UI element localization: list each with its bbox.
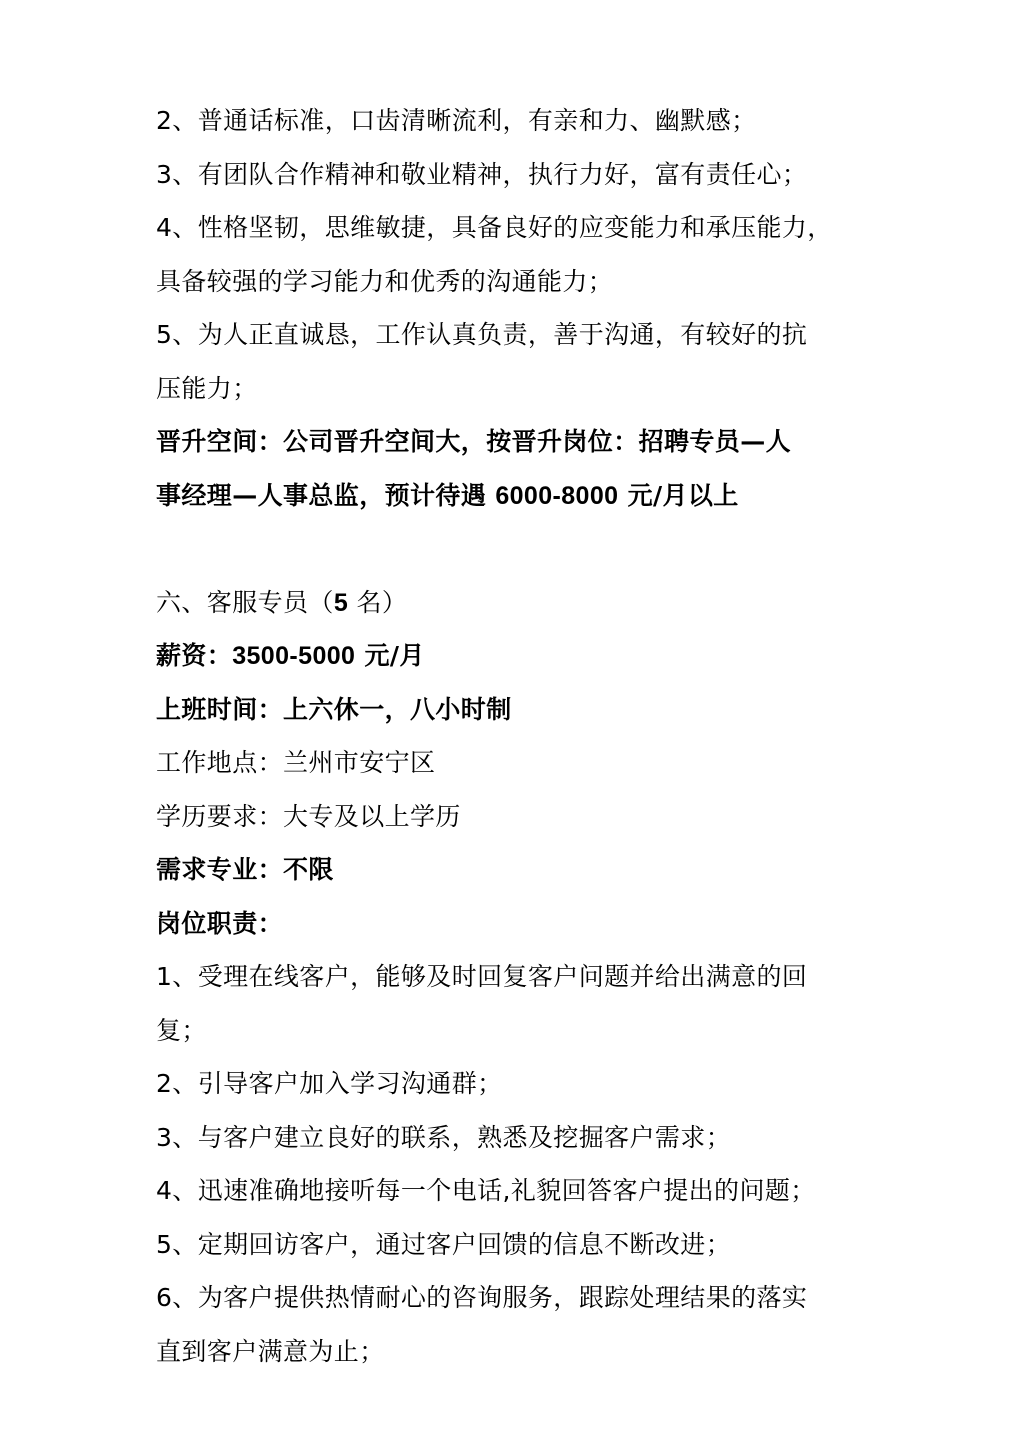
qualification-line: 压能力； [156,373,258,403]
duty-line: 复； [156,1015,207,1045]
qualification-line: 4、性格坚韧，思维敏捷，具备良好的应变能力和承压能力， [156,213,833,242]
education-line: 学历要求：大专及以上学历 [156,801,461,831]
promotion-salary-range: 6000-8000 [495,481,619,510]
location-line: 工作地点：兰州市安宁区 [156,748,436,777]
duty-line: 3、与客户建立良好的联系，熟悉及挖掘客户需求； [156,1122,732,1152]
duty-line: 6、为客户提供热情耐心的咨询服务，跟踪处理结果的落实 [156,1283,808,1312]
duty-line: 直到客户满意为止； [156,1336,385,1366]
qualification-line: 2、普通话标准，口齿清晰流利，有亲和力、幽默感； [156,106,757,135]
salary-unit: 元/月 [355,641,425,670]
promotion-line-2 [156,469,876,523]
duty-line: 2、引导客户加入学习沟通群； [156,1069,503,1098]
duty-line: 4、迅速准确地接听每一个电话,礼貌回答客户提出的问题； [156,1176,816,1205]
duty-line: 1、受理在线客户，能够及时回复客户问题并给出满意的回 [156,962,808,991]
promotion-text: 事经理—人事总监，预计待遇 [156,480,496,510]
qualification-line: 具备较强的学习能力和优秀的沟通能力； [156,266,614,296]
promotion-salary-unit: 元/月以上 [618,480,739,510]
section-title [156,576,876,630]
section-title-suffix: 名） [348,587,408,617]
qualification-line: 3、有团队合作精神和敬业精神，执行力好，富有责任心； [156,159,808,189]
salary-range: 3500-5000 [232,642,356,670]
headcount: 5 [333,588,349,617]
qualification-line: 5、为人正直诚恳，工作认真负责，善于沟通，有较好的抗 [156,320,808,349]
document-body [156,94,876,1378]
salary-label: 薪资： [156,641,233,670]
blank-line [156,522,876,576]
major-line: 需求专业：不限 [156,855,334,884]
duties-heading: 岗位职责： [156,908,284,938]
promotion-line-1: 晋升空间：公司晋升空间大，按晋升岗位：招聘专员—人 [156,427,792,456]
section-title-prefix: 六、客服专员（ [156,587,334,617]
schedule-line: 上班时间：上六休一，八小时制 [156,694,512,724]
duty-line: 5、定期回访客户，通过客户回馈的信息不断改进； [156,1229,732,1259]
salary-line [156,629,876,683]
